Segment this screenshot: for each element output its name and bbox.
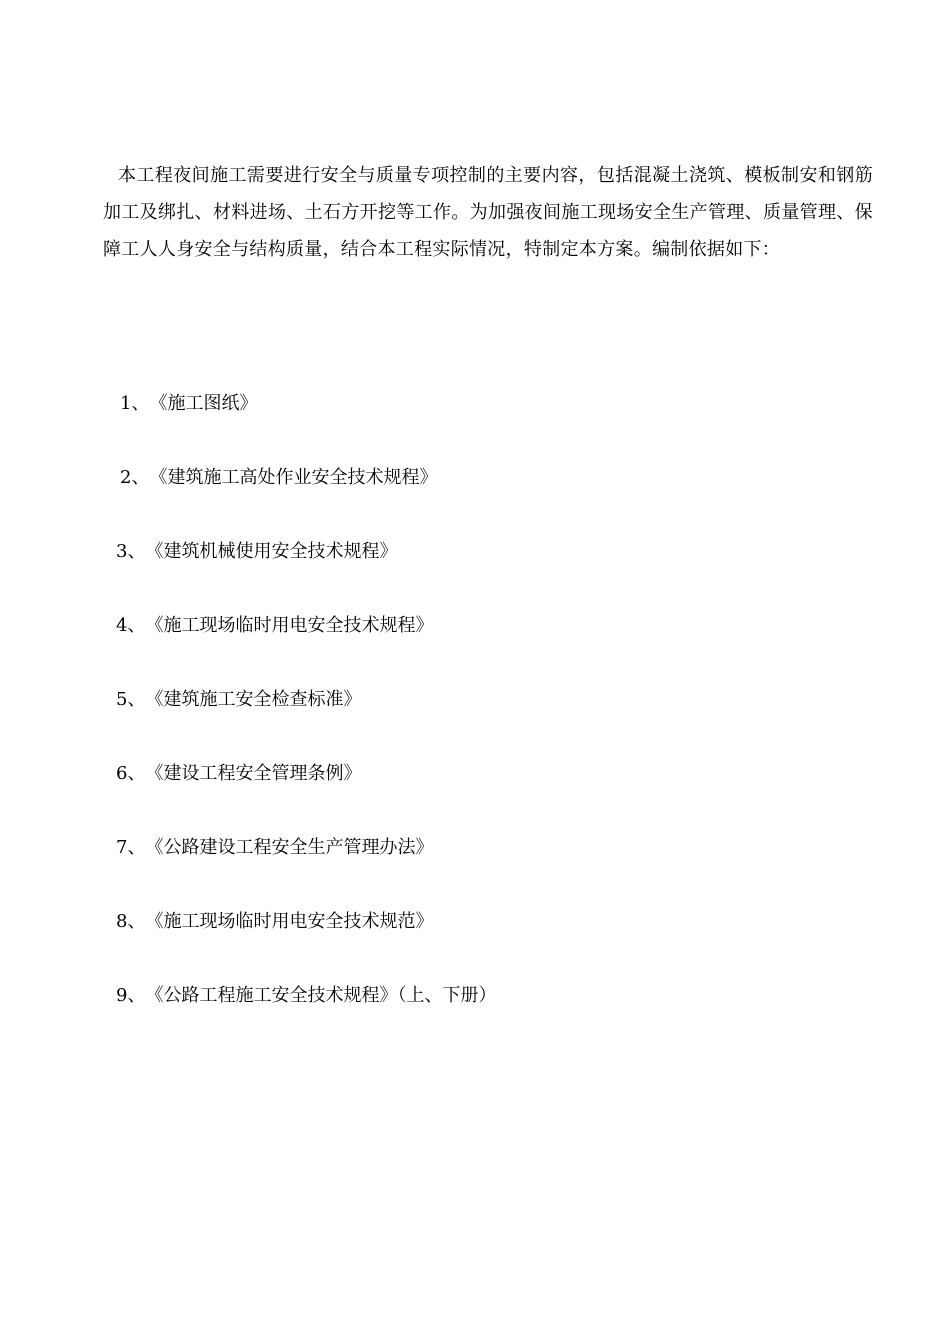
reference-title: 《公路工程施工安全技术规程》（上、下册） [145, 985, 497, 1006]
reference-item-2 [120, 466, 437, 490]
reference-number: 4、 [116, 615, 146, 636]
reference-item-8 [116, 910, 433, 934]
reference-item-7 [116, 836, 433, 860]
reference-item-3 [116, 540, 397, 564]
reference-item-5 [116, 688, 361, 712]
reference-item-1 [120, 392, 257, 416]
reference-number: 2、 [120, 467, 150, 488]
reference-number: 8、 [116, 911, 146, 932]
reference-title: 《建筑施工安全检查标准》 [145, 689, 362, 710]
reference-title: 《建设工程安全管理条例》 [145, 763, 362, 784]
reference-title: 《施工图纸》 [149, 393, 258, 414]
reference-item-6 [116, 762, 361, 786]
reference-number: 3、 [116, 541, 146, 562]
reference-title: 《建筑机械使用安全技术规程》 [145, 541, 398, 562]
reference-number: 7、 [116, 837, 146, 858]
reference-number: 5、 [116, 689, 146, 710]
reference-number: 1、 [120, 393, 150, 414]
reference-number: 6、 [116, 763, 146, 784]
reference-item-4 [116, 614, 433, 638]
intro-paragraph: 本工程夜间施工需要进行安全与质量专项控制的主要内容，包括混凝土浇筑、模板制安和钢筋加工及绑扎、材料进场、土石方开挖等工作。为加强夜间施工现场安全生产管理、质量管理、保障工人人身安全与结构质量，结合本工程实际情况，特制定本方案。编制依据如下： [103, 165, 873, 260]
reference-title: 《施工现场临时用电安全技术规范》 [145, 911, 434, 932]
reference-title: 《公路建设工程安全生产管理办法》 [145, 837, 434, 858]
reference-title: 《施工现场临时用电安全技术规程》 [145, 615, 434, 636]
reference-title: 《建筑施工高处作业安全技术规程》 [149, 467, 438, 488]
reference-number: 9、 [116, 985, 146, 1006]
reference-item-9 [116, 984, 496, 1008]
